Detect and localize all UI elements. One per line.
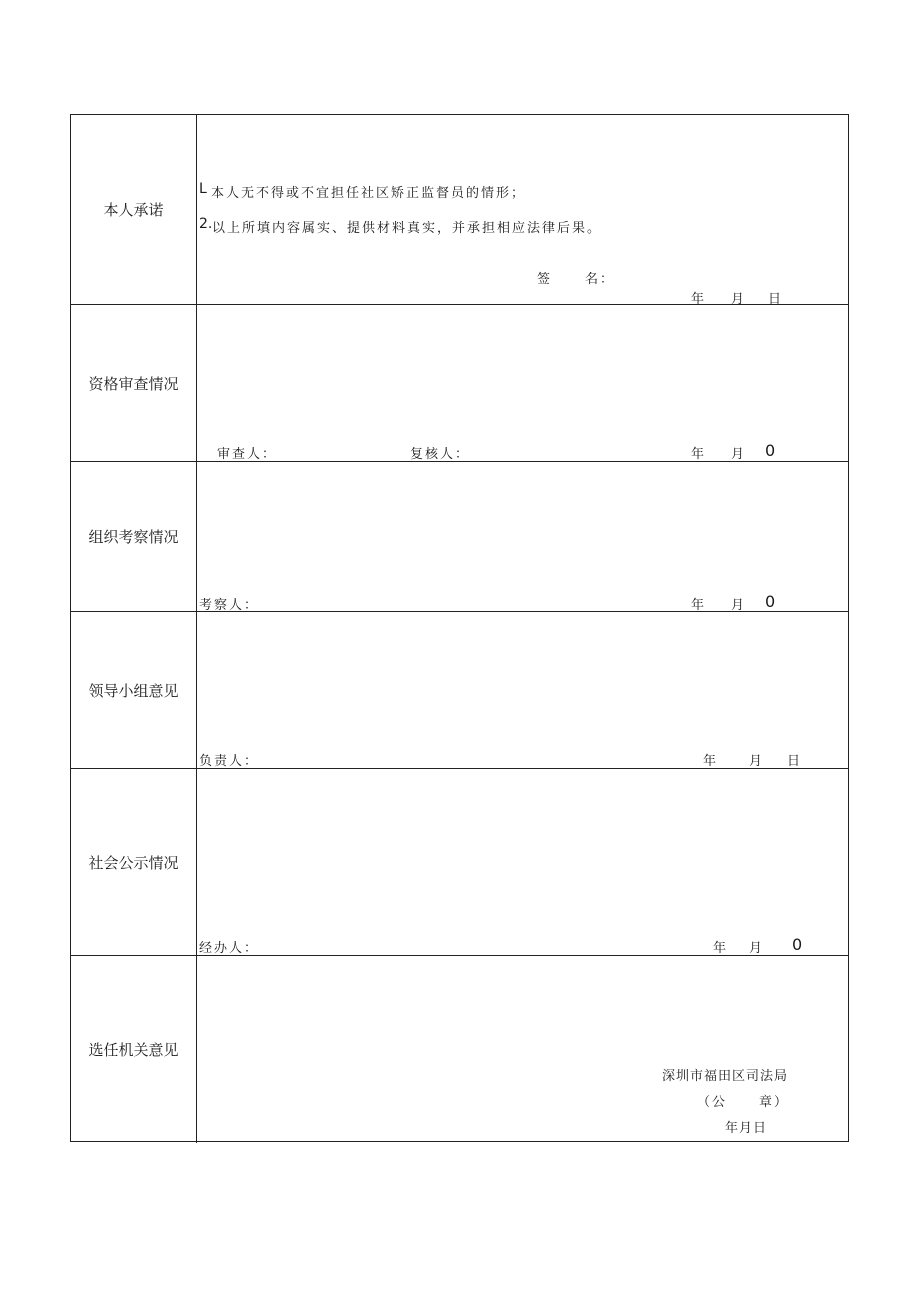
row-organization-inspection — [71, 462, 848, 612]
signature-label-name: 名： — [585, 272, 616, 287]
commitment-line1: 本人无不得或不宜担任社区矫正监督员的情形； — [211, 186, 527, 201]
date-day: 日 — [768, 292, 784, 307]
authority-content — [197, 956, 848, 1143]
commitment-content — [197, 115, 848, 307]
authority-org-name: 深圳市福田区司法局 — [662, 1069, 789, 1084]
seal-close: 章） — [759, 1095, 790, 1110]
date-month: 月 — [731, 598, 747, 613]
row-appointing-authority — [71, 956, 848, 1143]
date-month: 月 — [731, 447, 747, 462]
row-personal-commitment — [71, 115, 848, 305]
handler-label: 经办人： — [199, 941, 260, 956]
date-day: 0 — [765, 441, 776, 460]
form-table — [70, 114, 849, 1142]
commitment-line2: 以上所填内容属实、提供材料真实，并承担相应法律后果。 — [212, 221, 603, 236]
row-label: 组织考察情况 — [71, 462, 197, 611]
qualification-content — [197, 305, 848, 461]
row-leadership-opinion — [71, 612, 848, 769]
row-label: 社会公示情况 — [71, 769, 197, 955]
row-qualification-review — [71, 305, 848, 462]
public-notice-content — [197, 769, 848, 955]
responsible-label: 负责人： — [199, 754, 260, 769]
date-day: 0 — [792, 935, 803, 954]
date-month: 月 — [731, 292, 747, 307]
date-year: 年 — [713, 941, 729, 956]
row-label: 选任机关意见 — [71, 956, 197, 1143]
date-month: 月 — [749, 754, 765, 769]
row-public-notice — [71, 769, 848, 956]
authority-date: 年月日 — [725, 1121, 768, 1136]
inspection-content — [197, 462, 848, 611]
reviewer-label: 审查人： — [217, 447, 278, 462]
rechecker-label: 复核人： — [410, 447, 471, 462]
date-year: 年 — [703, 754, 719, 769]
date-year: 年 — [691, 447, 707, 462]
commitment-line1-prefix: L — [199, 181, 207, 197]
leadership-content — [197, 612, 848, 768]
signature-label: 签 — [537, 272, 553, 287]
row-label: 本人承诺 — [71, 115, 197, 304]
date-month: 月 — [749, 941, 765, 956]
inspector-label: 考察人： — [199, 598, 260, 613]
date-year: 年 — [691, 598, 707, 613]
row-label: 资格审查情况 — [71, 305, 197, 461]
date-day: 0 — [765, 592, 776, 611]
row-label: 领导小组意见 — [71, 612, 197, 768]
date-year: 年 — [691, 292, 707, 307]
date-day: 日 — [787, 754, 803, 769]
seal-open: （公 — [697, 1095, 728, 1110]
commitment-line2-prefix: 2. — [199, 216, 213, 232]
